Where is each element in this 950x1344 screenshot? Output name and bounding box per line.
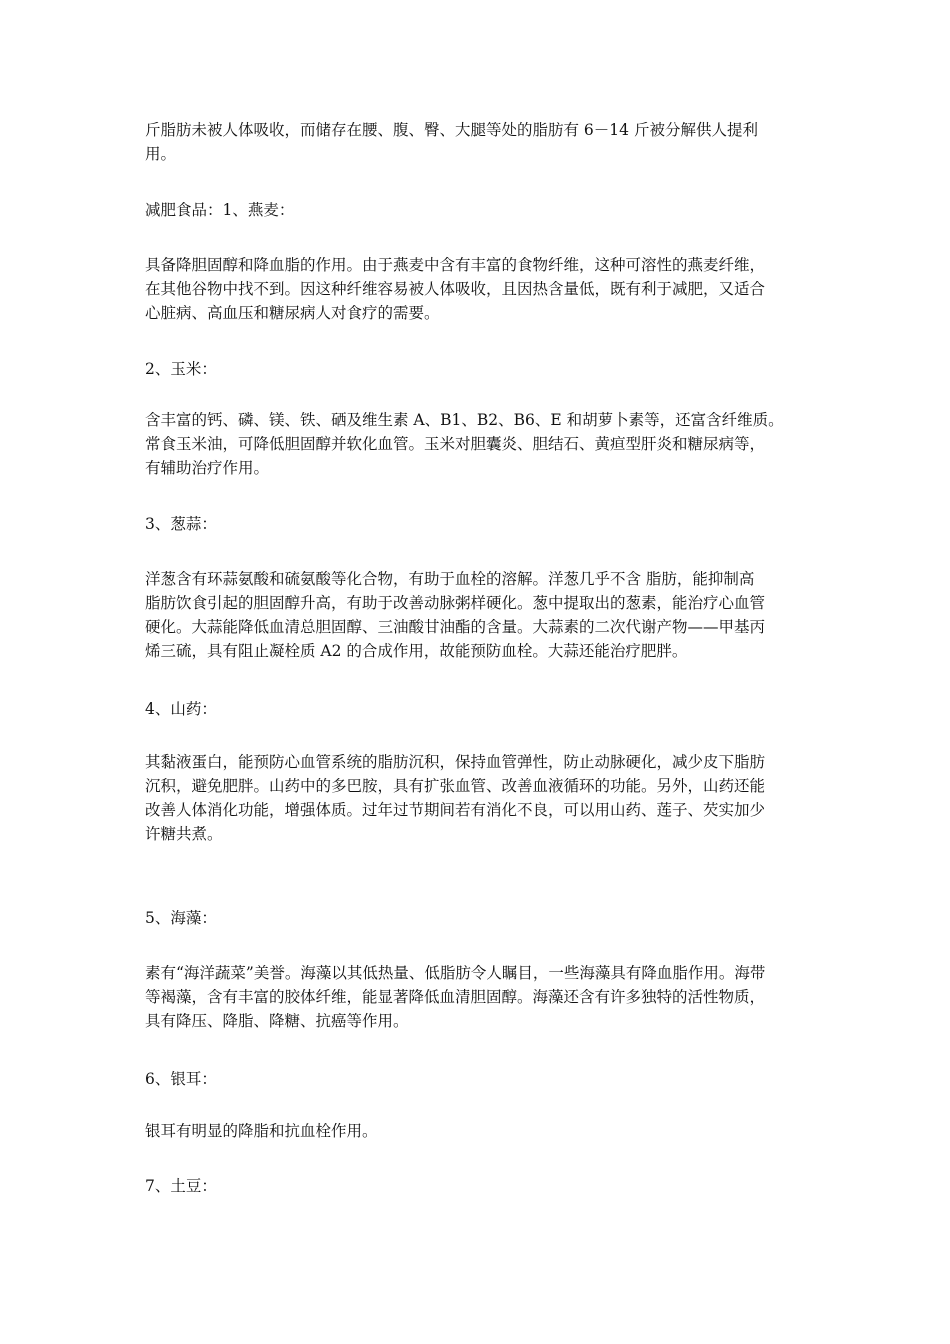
text-line: 素有“海洋蔬菜”美誉。海藻以其低热量、低脂肪令人瞩目，一些海藻具有降血脂作用。海带 — [145, 964, 766, 982]
paragraph-intro — [145, 118, 813, 166]
text-line: 脂肪饮食引起的胆固醇升高，有助于改善动脉粥样硬化。葱中提取出的葱素，能治疗心血管 — [145, 594, 766, 612]
heading-white-fungus — [145, 1067, 813, 1091]
text-line: 3、葱蒜： — [145, 515, 217, 533]
text-line: 具有降压、降脂、降糖、抗癌等作用。 — [145, 1012, 409, 1030]
text-line: 斤脂肪未被人体吸收，而储存在腰、腹、臀、大腿等处的脂肪有 6－14 斤被分解供人提利 — [145, 121, 758, 139]
text-line: 2、玉米： — [145, 360, 217, 378]
heading-corn — [145, 357, 813, 381]
text-line: 有辅助治疗作用。 — [145, 459, 270, 477]
heading-seaweed — [145, 906, 813, 930]
text-line: 用。 — [145, 145, 177, 163]
paragraph-oats — [145, 253, 813, 325]
text-line: 5、海藻： — [145, 909, 217, 927]
text-line: 其黏液蛋白，能预防心血管系统的脂肪沉积，保持血管弹性，防止动脉硬化，减少皮下脂肪 — [145, 753, 766, 771]
text-line: 心脏病、高血压和糖尿病人对食疗的需要。 — [145, 304, 440, 322]
text-line: 等褐藻，含有丰富的胶体纤维，能显著降低血清胆固醇。海藻还含有许多独特的活性物质， — [145, 988, 766, 1006]
text-line: 烯三硫，具有阻止凝栓质 A2 的合成作用，故能预防血栓。大蒜还能治疗肥胖。 — [145, 642, 688, 660]
heading-diet-foods — [145, 198, 813, 222]
text-line: 许糖共煮。 — [145, 825, 223, 843]
text-line: 含丰富的钙、磷、镁、铁、硒及维生素 A、B1、B2、B6、E 和胡萝卜素等，还富含纤维质。 — [145, 411, 784, 429]
paragraph-onion-garlic — [145, 567, 813, 663]
text-line: 硬化。大蒜能降低血清总胆固醇、三油酸甘油酯的含量。大蒜素的二次代谢产物——甲基丙 — [145, 618, 766, 636]
paragraph-white-fungus — [145, 1119, 813, 1143]
text-line: 减肥食品：1、燕麦： — [145, 201, 295, 219]
text-line: 银耳有明显的降脂和抗血栓作用。 — [145, 1122, 378, 1140]
paragraph-seaweed — [145, 961, 813, 1033]
text-line: 常食玉米油，可降低胆固醇并软化血管。玉米对胆囊炎、胆结石、黄疸型肝炎和糖尿病等， — [145, 435, 766, 453]
heading-onion-garlic — [145, 512, 813, 536]
text-line: 6、银耳： — [145, 1070, 217, 1088]
text-line: 沉积，避免肥胖。山药中的多巴胺，具有扩张血管、改善血液循环的功能。另外，山药还能 — [145, 777, 766, 795]
text-line: 在其他谷物中找不到。因这种纤维容易被人体吸收，且因热含量低，既有利于减肥，又适合 — [145, 280, 766, 298]
text-line: 具备降胆固醇和降血脂的作用。由于燕麦中含有丰富的食物纤维，这种可溶性的燕麦纤维， — [145, 256, 766, 274]
paragraph-corn — [145, 408, 813, 480]
text-line: 改善人体消化功能，增强体质。过年过节期间若有消化不良，可以用山药、莲子、芡实加少 — [145, 801, 766, 819]
paragraph-yam — [145, 750, 813, 846]
text-line: 4、山药： — [145, 700, 217, 718]
heading-potato — [145, 1174, 813, 1198]
text-line: 洋葱含有环蒜氨酸和硫氨酸等化合物，有助于血栓的溶解。洋葱几乎不含 脂肪，能抑制高 — [145, 570, 755, 588]
heading-yam — [145, 697, 813, 721]
text-line: 7、土豆： — [145, 1177, 217, 1195]
